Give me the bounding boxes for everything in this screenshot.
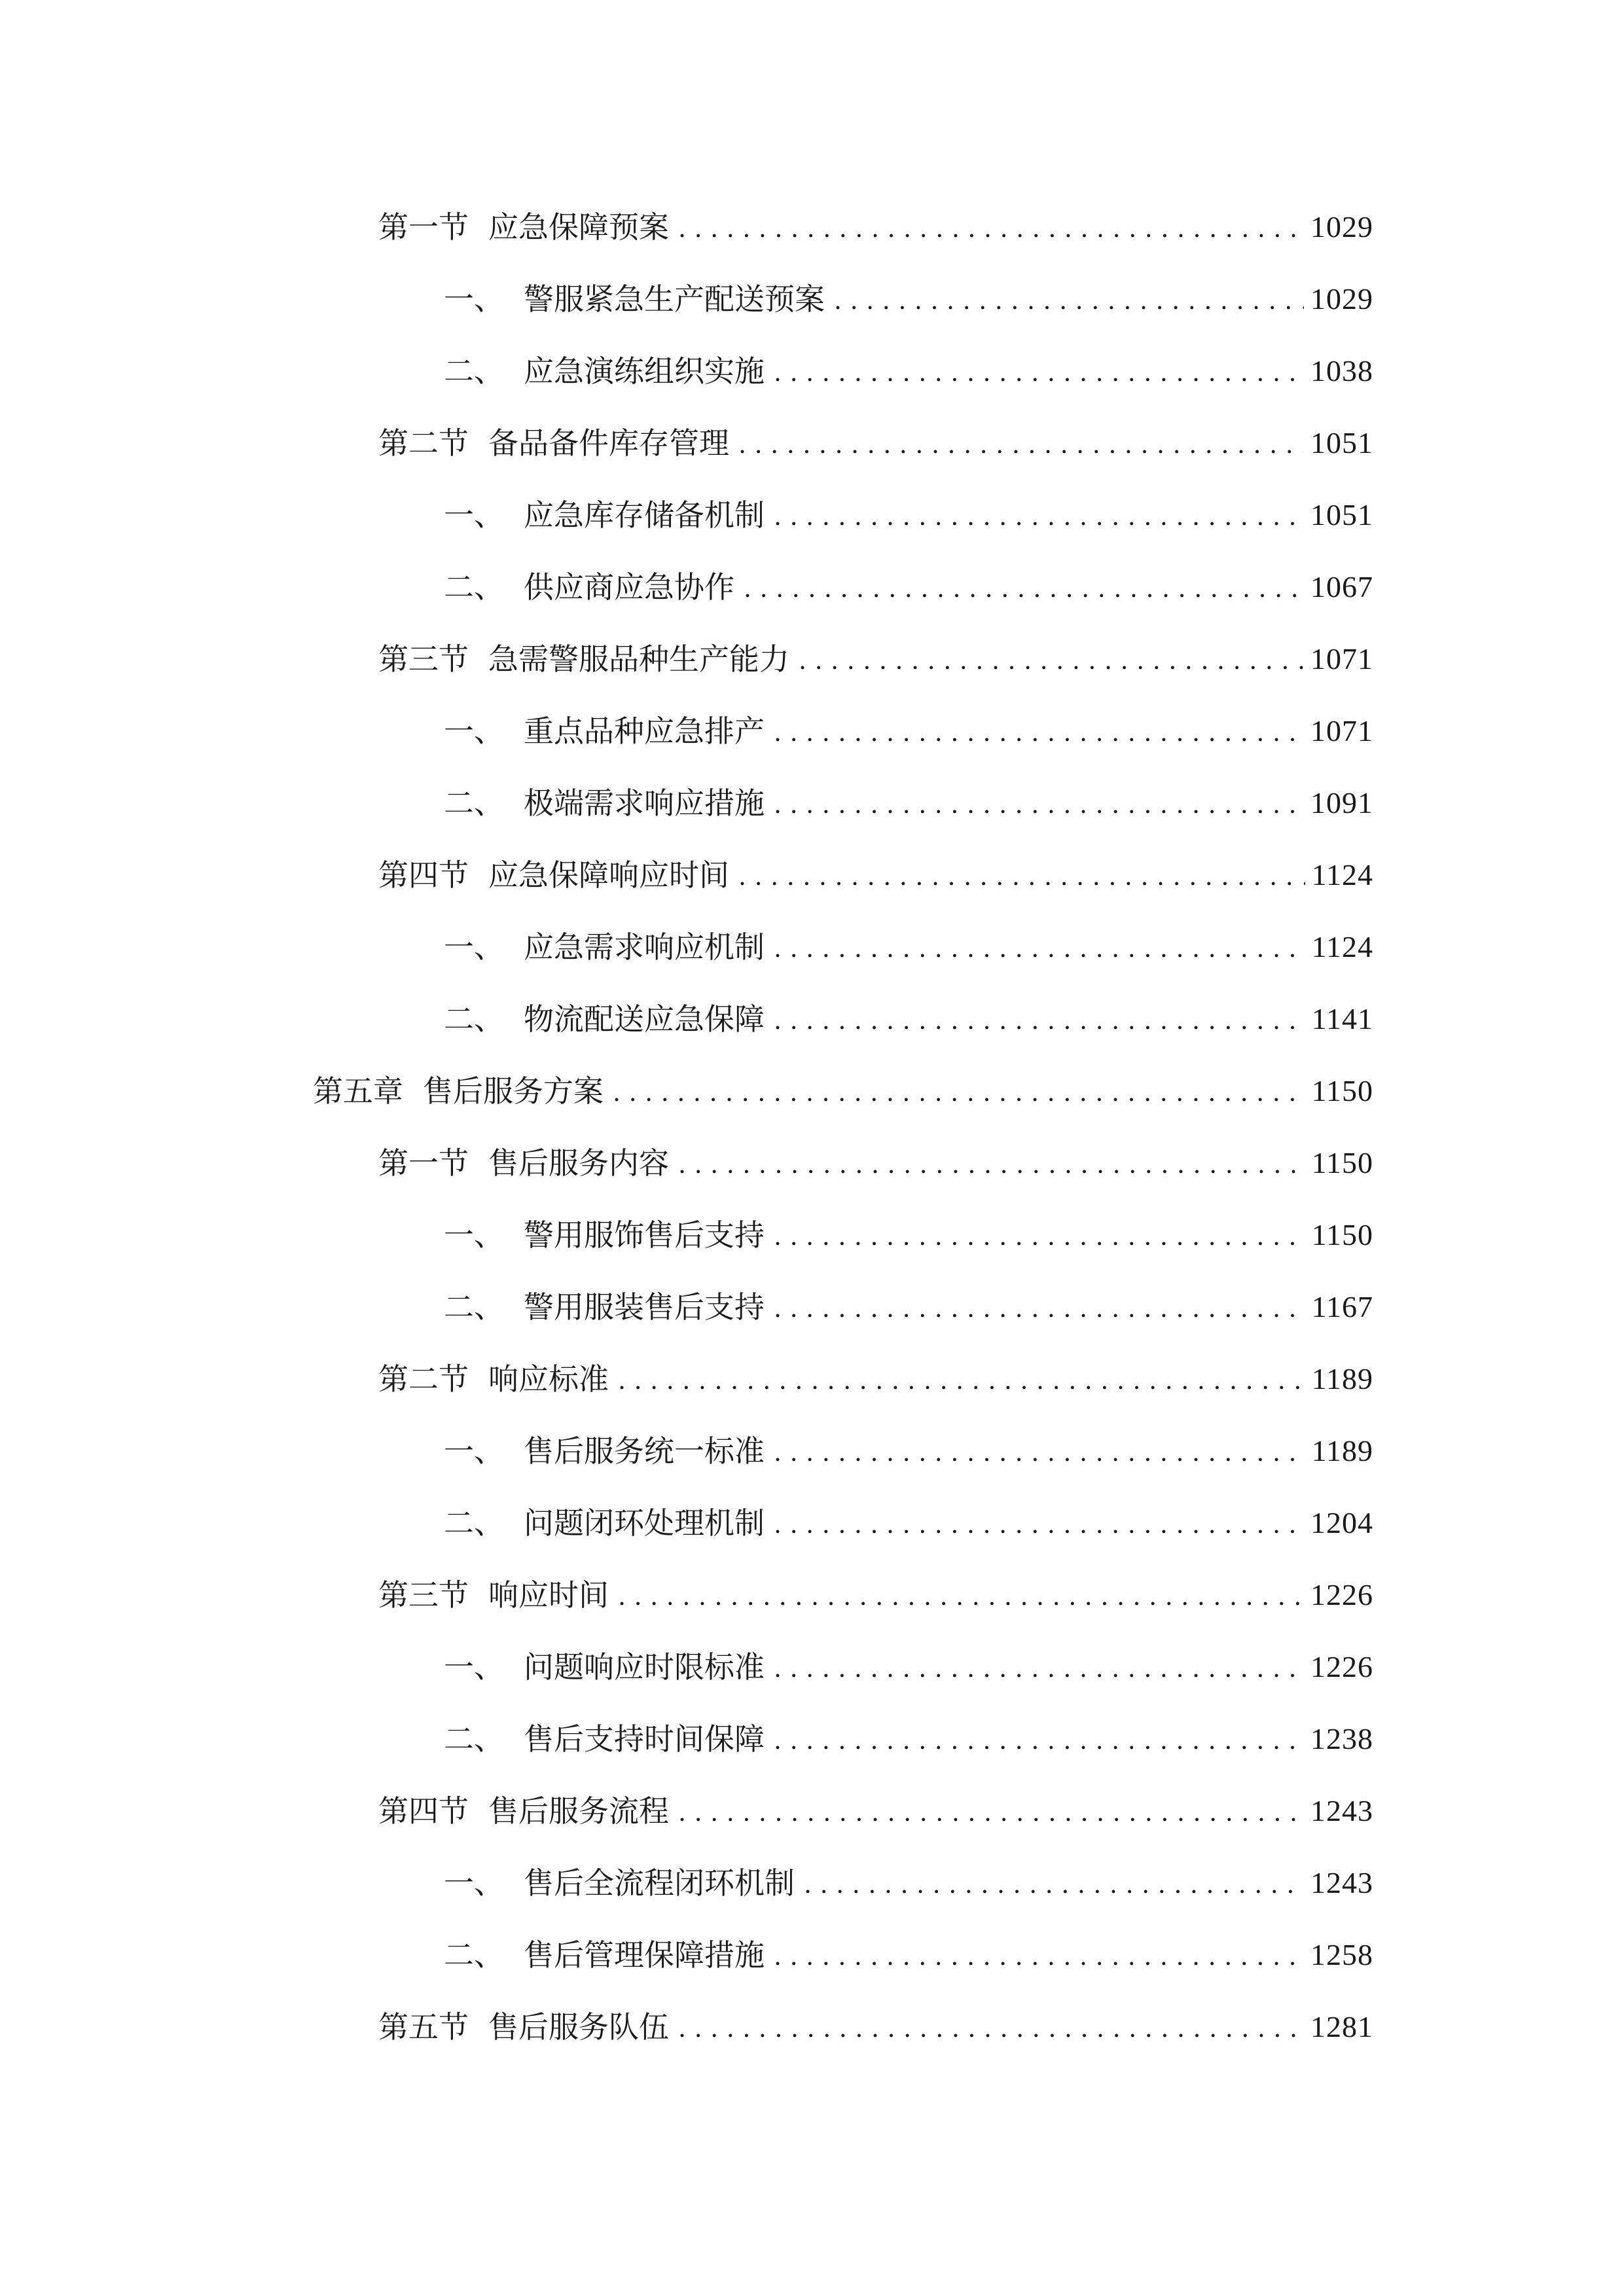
entry-page-number: 1124: [1311, 930, 1373, 963]
dot-leader: [774, 360, 1304, 385]
entry-number: 第二节: [378, 425, 469, 461]
toc-entry[interactable]: [444, 1924, 1373, 1973]
dot-leader: [618, 1368, 1305, 1393]
entry-title: 售后服务内容: [488, 1145, 669, 1181]
dot-leader: [678, 1152, 1305, 1177]
entry-title: 备品备件库存管理: [488, 425, 729, 461]
toc-entry[interactable]: [378, 196, 1373, 245]
entry-number: 第三节: [378, 1577, 469, 1613]
entry-title: 应急需求响应机制: [524, 929, 765, 965]
dot-leader: [738, 864, 1305, 889]
entry-number: 一、: [444, 1649, 504, 1685]
dot-leader: [678, 1800, 1304, 1825]
entry-number: 一、: [444, 929, 504, 965]
entry-number: 一、: [444, 281, 504, 317]
entry-page-number: 1243: [1310, 1866, 1373, 1899]
entry-page-number: 1167: [1311, 1290, 1373, 1323]
entry-title: 售后服务统一标准: [524, 1433, 765, 1469]
entry-title: 应急保障预案: [488, 209, 669, 245]
toc-entry[interactable]: [378, 1132, 1373, 1181]
entry-page-number: 1189: [1311, 1362, 1373, 1395]
entry-page-number: 1150: [1311, 1218, 1373, 1251]
toc-entry[interactable]: [444, 556, 1373, 605]
entry-title: 售后管理保障措施: [524, 1937, 765, 1973]
dot-leader: [678, 216, 1304, 241]
dot-leader: [774, 936, 1305, 961]
dot-leader: [774, 504, 1304, 529]
entry-title: 重点品种应急排产: [524, 713, 765, 749]
entry-page-number: 1051: [1310, 426, 1373, 459]
toc-entry[interactable]: [378, 1564, 1373, 1613]
toc-entry[interactable]: [444, 484, 1373, 533]
entry-number: 二、: [444, 1001, 504, 1037]
toc-entry[interactable]: [444, 1492, 1373, 1541]
toc-entry[interactable]: [444, 1852, 1373, 1901]
entry-title: 警用服装售后支持: [524, 1289, 765, 1325]
dot-leader: [738, 432, 1304, 457]
entry-page-number: 1071: [1310, 642, 1373, 675]
entry-page-number: 1204: [1310, 1506, 1373, 1539]
entry-number: 二、: [444, 1505, 504, 1541]
entry-page-number: 1238: [1310, 1722, 1373, 1755]
dot-leader: [613, 1080, 1305, 1105]
toc-entry[interactable]: [444, 916, 1373, 965]
entry-title: 警服紧急生产配送预案: [524, 281, 825, 317]
entry-number: 第五章: [313, 1073, 403, 1109]
dot-leader: [774, 1440, 1305, 1465]
entry-title: 急需警服品种生产能力: [488, 641, 789, 677]
entry-title: 问题闭环处理机制: [524, 1505, 765, 1541]
toc-entry[interactable]: [378, 628, 1373, 677]
dot-leader: [774, 1944, 1304, 1969]
entry-page-number: 1243: [1310, 1794, 1373, 1827]
entry-page-number: 1258: [1310, 1938, 1373, 1971]
entry-title: 售后全流程闭环机制: [524, 1865, 795, 1901]
entry-number: 一、: [444, 497, 504, 533]
entry-page-number: 1226: [1310, 1650, 1373, 1683]
entry-page-number: 1281: [1310, 2010, 1373, 2043]
entry-number: 一、: [444, 713, 504, 749]
entry-page-number: 1067: [1310, 570, 1373, 603]
entry-page-number: 1141: [1311, 1002, 1373, 1035]
dot-leader: [618, 1584, 1304, 1609]
dot-leader: [774, 1296, 1305, 1321]
toc-entry[interactable]: [378, 1996, 1373, 2045]
dot-leader: [774, 720, 1304, 745]
entry-title: 应急库存储备机制: [524, 497, 765, 533]
entry-title: 应急保障响应时间: [488, 857, 729, 893]
entry-number: 第三节: [378, 641, 469, 677]
entry-number: 二、: [444, 1721, 504, 1757]
toc-entry[interactable]: [444, 340, 1373, 389]
entry-number: 二、: [444, 1289, 504, 1325]
entry-title: 售后服务流程: [488, 1793, 669, 1829]
toc-entry[interactable]: [378, 412, 1373, 461]
entry-page-number: 1150: [1311, 1146, 1373, 1179]
dot-leader: [774, 1512, 1304, 1537]
dot-leader: [774, 1008, 1305, 1033]
entry-number: 第二节: [378, 1361, 469, 1397]
toc-entry[interactable]: [444, 988, 1373, 1037]
entry-page-number: 1226: [1310, 1578, 1373, 1611]
dot-leader: [774, 1728, 1304, 1753]
entry-number: 第一节: [378, 1145, 469, 1181]
dot-leader: [744, 576, 1304, 601]
entry-title: 售后服务方案: [423, 1073, 604, 1109]
entry-title: 售后服务队伍: [488, 2009, 669, 2045]
entry-number: 一、: [444, 1433, 504, 1469]
toc-entry[interactable]: [378, 844, 1373, 893]
entry-number: 一、: [444, 1217, 504, 1253]
entry-number: 第四节: [378, 857, 469, 893]
entry-number: 第五节: [378, 2009, 469, 2045]
entry-page-number: 1029: [1310, 210, 1373, 243]
entry-number: 二、: [444, 785, 504, 821]
dot-leader: [804, 1872, 1304, 1897]
entry-page-number: 1150: [1311, 1074, 1373, 1107]
entry-title: 售后支持时间保障: [524, 1721, 765, 1757]
entry-page-number: 1124: [1311, 858, 1373, 891]
dot-leader: [774, 1656, 1304, 1681]
entry-title: 应急演练组织实施: [524, 353, 765, 389]
entry-title: 响应标准: [488, 1361, 609, 1397]
entry-title: 极端需求响应措施: [524, 785, 765, 821]
entry-page-number: 1051: [1310, 498, 1373, 531]
entry-title: 物流配送应急保障: [524, 1001, 765, 1037]
entry-number: 第一节: [378, 209, 469, 245]
toc-entry[interactable]: [444, 1204, 1373, 1253]
entry-page-number: 1029: [1310, 282, 1373, 315]
entry-number: 一、: [444, 1865, 504, 1901]
entry-page-number: 1038: [1310, 354, 1373, 387]
toc-entry[interactable]: [444, 268, 1373, 317]
toc-entry[interactable]: [444, 772, 1373, 821]
entry-title: 响应时间: [488, 1577, 609, 1613]
entry-number: 二、: [444, 1937, 504, 1973]
entry-title: 问题响应时限标准: [524, 1649, 765, 1685]
toc-entry[interactable]: [444, 1276, 1373, 1325]
toc-entry[interactable]: [444, 1420, 1373, 1469]
entry-title: 供应商应急协作: [524, 569, 734, 605]
entry-title: 警用服饰售后支持: [524, 1217, 765, 1253]
toc-entry[interactable]: [444, 1708, 1373, 1757]
toc-entry[interactable]: [313, 1060, 1373, 1109]
toc-entry[interactable]: [444, 1636, 1373, 1685]
dot-leader: [678, 2016, 1304, 2041]
toc-entry[interactable]: [378, 1348, 1373, 1397]
entry-page-number: 1091: [1310, 786, 1373, 819]
entry-number: 第四节: [378, 1793, 469, 1829]
dot-leader: [834, 288, 1304, 313]
dot-leader: [799, 648, 1304, 673]
dot-leader: [774, 792, 1304, 817]
entry-number: 二、: [444, 569, 504, 605]
toc-entry[interactable]: [378, 1780, 1373, 1829]
entry-page-number: 1071: [1310, 714, 1373, 747]
entry-number: 二、: [444, 353, 504, 389]
entry-page-number: 1189: [1311, 1434, 1373, 1467]
toc-entry[interactable]: [444, 700, 1373, 749]
dot-leader: [774, 1224, 1305, 1249]
